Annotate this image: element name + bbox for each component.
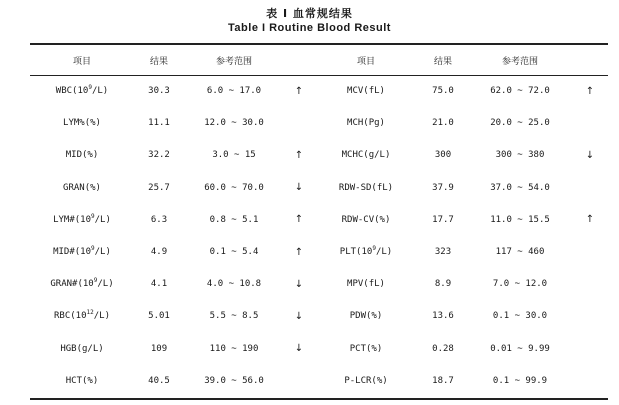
col-header-item-right: 项目 bbox=[356, 56, 375, 67]
cell-flag-right: ↓ bbox=[585, 149, 595, 161]
cell-flag-right bbox=[572, 107, 608, 139]
col-header-flag-right bbox=[572, 45, 608, 75]
cell-result-right: 0.28 bbox=[432, 343, 454, 354]
cell-flag-left: ↓ bbox=[294, 182, 304, 194]
table-row bbox=[30, 139, 608, 171]
cell-flag-left: ↑ bbox=[294, 214, 304, 226]
item-name: PDW(%) bbox=[349, 311, 383, 322]
blood-result-table bbox=[30, 45, 608, 397]
cell-item-right bbox=[314, 300, 418, 332]
cell-reference-right: 300 ~ 380 bbox=[495, 150, 545, 161]
cell-result-right: 21.0 bbox=[432, 118, 454, 129]
cell-item-right bbox=[314, 204, 418, 236]
item-name: HGB(g/L) bbox=[60, 343, 104, 354]
cell-item-left bbox=[30, 172, 134, 204]
table-row bbox=[30, 75, 608, 107]
item-name: RBC(10 bbox=[53, 311, 87, 322]
item-name: PCT(%) bbox=[349, 343, 383, 354]
cell-item-left bbox=[30, 333, 134, 365]
cell-flag-right bbox=[572, 300, 608, 332]
unit-exponent: 9 bbox=[88, 84, 92, 92]
cell-result-right: 13.6 bbox=[432, 311, 454, 322]
cell-result-left: 32.2 bbox=[148, 150, 170, 161]
item-name: RDW-CV(%) bbox=[341, 214, 391, 225]
table-row bbox=[30, 172, 608, 204]
item-unit: /L) bbox=[97, 279, 114, 290]
cell-item-left bbox=[30, 236, 134, 268]
col-header-result-right: 结果 bbox=[433, 56, 452, 67]
table-caption-cn: 表 I 血常规结果 bbox=[266, 7, 353, 20]
cell-item-left bbox=[30, 107, 134, 139]
cell-reference-right: 11.0 ~ 15.5 bbox=[490, 214, 550, 225]
cell-item-right bbox=[314, 107, 418, 139]
cell-reference-right: 117 ~ 460 bbox=[495, 247, 545, 258]
item-unit: /L) bbox=[93, 311, 110, 322]
unit-exponent: 9 bbox=[372, 245, 376, 253]
table-row bbox=[30, 268, 608, 300]
cell-reference-left: 3.0 ~ 15 bbox=[212, 150, 256, 161]
cell-flag-right bbox=[572, 333, 608, 365]
cell-reference-left: 5.5 ~ 8.5 bbox=[209, 311, 259, 322]
cell-item-left bbox=[30, 365, 134, 397]
item-name: MCV(fL) bbox=[347, 86, 385, 97]
cell-result-left: 5.01 bbox=[148, 311, 170, 322]
cell-result-right: 300 bbox=[434, 150, 452, 161]
item-unit: /L) bbox=[91, 86, 109, 97]
cell-result-right: 18.7 bbox=[432, 375, 454, 386]
cell-reference-right: 0.1 ~ 99.9 bbox=[492, 375, 548, 386]
cell-item-left bbox=[30, 75, 134, 107]
unit-exponent: 9 bbox=[93, 277, 98, 285]
cell-result-left: 109 bbox=[150, 343, 168, 354]
item-name: RDW-SD(fL) bbox=[338, 182, 394, 193]
header-row bbox=[30, 45, 608, 75]
cell-reference-left: 39.0 ~ 56.0 bbox=[204, 375, 264, 386]
table-row bbox=[30, 107, 608, 139]
col-header-flag-left bbox=[284, 45, 314, 75]
cell-reference-left: 4.0 ~ 10.8 bbox=[206, 279, 262, 290]
cell-reference-left: 0.8 ~ 5.1 bbox=[209, 214, 259, 225]
unit-exponent: 9 bbox=[91, 245, 95, 253]
cell-flag-left bbox=[284, 107, 314, 139]
item-name: MPV(fL) bbox=[347, 279, 385, 290]
col-header-result-left: 结果 bbox=[149, 56, 168, 67]
table-row bbox=[30, 333, 608, 365]
cell-result-right: 8.9 bbox=[434, 279, 452, 290]
cell-item-right bbox=[314, 139, 418, 171]
cell-flag-left: ↑ bbox=[294, 85, 304, 97]
cell-result-right: 323 bbox=[434, 247, 452, 258]
unit-exponent: 9 bbox=[91, 212, 95, 220]
cell-flag-left: ↓ bbox=[294, 278, 304, 290]
item-name: LYM%(%) bbox=[63, 118, 101, 129]
unit-exponent: 12 bbox=[86, 309, 94, 317]
item-name: MCH(Pg) bbox=[347, 118, 385, 129]
cell-reference-left: 60.0 ~ 70.0 bbox=[204, 182, 264, 193]
item-name: HCT(%) bbox=[65, 375, 99, 386]
table-row bbox=[30, 236, 608, 268]
cell-reference-right: 0.01 ~ 9.99 bbox=[490, 343, 550, 354]
cell-reference-left: 110 ~ 190 bbox=[209, 343, 259, 354]
cell-item-right bbox=[314, 75, 418, 107]
item-unit: /L) bbox=[94, 214, 111, 225]
cell-result-left: 11.1 bbox=[148, 118, 170, 129]
cell-flag-right bbox=[572, 236, 608, 268]
col-header-reference-left: 参考范围 bbox=[215, 56, 252, 67]
cell-reference-right: 37.0 ~ 54.0 bbox=[490, 182, 550, 193]
item-name: LYM#(10 bbox=[53, 214, 92, 225]
item-name: MID#(10 bbox=[53, 247, 92, 258]
table-caption-en: Table I Routine Blood Result bbox=[228, 22, 391, 34]
cell-result-right: 75.0 bbox=[432, 86, 454, 97]
cell-result-left: 4.1 bbox=[150, 279, 168, 290]
item-name: GRAN(%) bbox=[63, 182, 101, 193]
cell-reference-right: 62.0 ~ 72.0 bbox=[490, 86, 550, 97]
cell-reference-right: 20.0 ~ 25.0 bbox=[490, 118, 550, 129]
cell-flag-right: ↑ bbox=[585, 85, 595, 97]
cell-flag-right bbox=[572, 268, 608, 300]
cell-flag-left: ↓ bbox=[294, 343, 304, 355]
cell-item-right bbox=[314, 172, 418, 204]
cell-reference-right: 0.1 ~ 30.0 bbox=[492, 311, 548, 322]
cell-reference-right: 7.0 ~ 12.0 bbox=[492, 279, 548, 290]
item-name: P-LCR(%) bbox=[344, 375, 388, 386]
cell-result-left: 40.5 bbox=[148, 375, 170, 386]
table-row bbox=[30, 365, 608, 397]
cell-flag-right bbox=[572, 172, 608, 204]
cell-result-left: 4.9 bbox=[150, 247, 168, 258]
col-header-reference-right: 参考范围 bbox=[501, 56, 538, 67]
cell-reference-left: 12.0 ~ 30.0 bbox=[204, 118, 264, 129]
item-name: MCHC(g/L) bbox=[341, 150, 391, 161]
cell-result-right: 37.9 bbox=[432, 182, 454, 193]
item-name: PLT(10 bbox=[339, 247, 373, 258]
cell-item-left bbox=[30, 268, 134, 300]
col-header-item-left: 项目 bbox=[72, 56, 91, 67]
table-bottom-rule bbox=[30, 398, 608, 400]
item-unit: /L) bbox=[94, 247, 111, 258]
cell-result-left: 30.3 bbox=[148, 86, 170, 97]
table-row bbox=[30, 300, 608, 332]
item-unit: /L) bbox=[375, 247, 393, 258]
cell-item-right bbox=[314, 236, 418, 268]
cell-flag-right bbox=[572, 365, 608, 397]
cell-reference-left: 6.0 ~ 17.0 bbox=[206, 86, 262, 97]
cell-item-right bbox=[314, 365, 418, 397]
cell-reference-left: 0.1 ~ 5.4 bbox=[209, 247, 259, 258]
item-name: WBC(10 bbox=[55, 86, 89, 97]
cell-flag-left: ↑ bbox=[294, 149, 304, 161]
cell-result-right: 17.7 bbox=[432, 214, 454, 225]
cell-flag-left bbox=[284, 365, 314, 397]
cell-flag-right: ↑ bbox=[585, 214, 595, 226]
cell-item-left bbox=[30, 139, 134, 171]
cell-item-right bbox=[314, 268, 418, 300]
cell-result-left: 25.7 bbox=[148, 182, 170, 193]
item-name: MID(%) bbox=[65, 150, 99, 161]
cell-item-right bbox=[314, 333, 418, 365]
cell-result-left: 6.3 bbox=[150, 214, 168, 225]
cell-flag-left: ↓ bbox=[294, 310, 304, 322]
table-row bbox=[30, 204, 608, 236]
cell-item-left bbox=[30, 300, 134, 332]
cell-item-left bbox=[30, 204, 134, 236]
item-name: GRAN#(10 bbox=[50, 279, 94, 290]
cell-flag-left: ↑ bbox=[294, 246, 304, 258]
